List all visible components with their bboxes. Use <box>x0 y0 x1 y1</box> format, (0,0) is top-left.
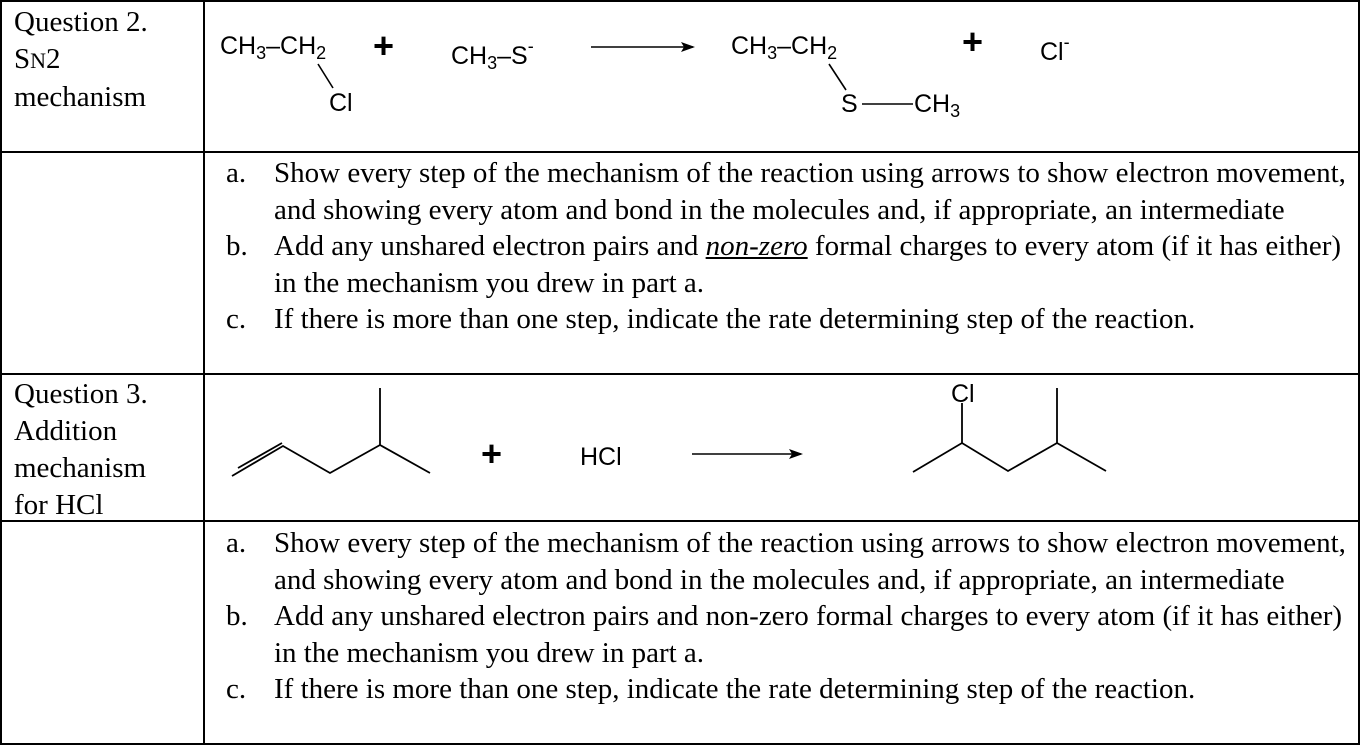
question3-label-line2: Addition <box>14 415 118 447</box>
emphasis-non-zero: non-zero <box>705 230 808 262</box>
plus-sign-3: + <box>481 433 503 474</box>
question3-instruction-a: a. Show every step of the mechanism of the reaction using arrows to show electron movement, and showing every atom and bond in the molecules and, if appropriate, an intermediate <box>226 527 1346 596</box>
question3-label-line4: for HCl <box>14 489 104 521</box>
reagent-hcl: HCl <box>580 443 622 471</box>
alkene-skeleton <box>232 388 430 476</box>
product-skeleton <box>913 388 1106 472</box>
product-c-s-bond <box>829 64 846 90</box>
question2-instruction-a: a. Show every step of the mechanism of the reaction using arrows to show electron movement, and showing every atom and bond in the molecules and, if appropriate, an intermediate <box>226 157 1346 226</box>
c-cl-bond <box>318 64 333 88</box>
plus-sign-1: + <box>373 25 395 66</box>
negative-charge: - <box>527 36 534 56</box>
product-ethyl-group: $CH_3-CH_2$ <box>731 32 838 63</box>
question3-label-line3: mechanism <box>14 452 147 484</box>
chloride-charge: - <box>1063 32 1070 52</box>
plus-sign-2: + <box>962 21 984 62</box>
reactant-chlorine-atom: Cl <box>329 89 353 117</box>
question3-instruction-c: c. If there is more than one step, indicate the rate determining step of the reaction. <box>226 673 1196 705</box>
question2-instruction-c: c. If there is more than one step, indicate the rate determining step of the reaction. <box>226 303 1196 335</box>
question2-mechanism-type: SN2 <box>14 43 61 75</box>
question3-title: Question 3. <box>14 378 148 410</box>
product-sulfur-atom: S <box>841 90 858 118</box>
question2-label-mechanism: mechanism <box>14 81 147 113</box>
question2-title: Question 2. <box>14 6 148 38</box>
question3-instruction-b: b. Add any unshared electron pairs and non-zero formal charges to every atom (if it has either) in the mechanism you drew in part a. <box>226 600 1343 669</box>
reactant-ethyl-chloride: $CH_3-CH_2$ <box>220 32 327 63</box>
question2-instruction-b: b. Add any unshared electron pairs and non-zero formal charges to every atom (if it has either) in the mechanism you drew in part a. <box>226 230 1342 299</box>
reactant-methanethiolate: $CH_3-S^-$ <box>451 36 534 73</box>
product-methyl-group: $CH_3$ <box>914 90 961 121</box>
product-chloride-ion: Cl- <box>1040 32 1070 66</box>
product-chlorine-atom: Cl <box>951 380 975 408</box>
